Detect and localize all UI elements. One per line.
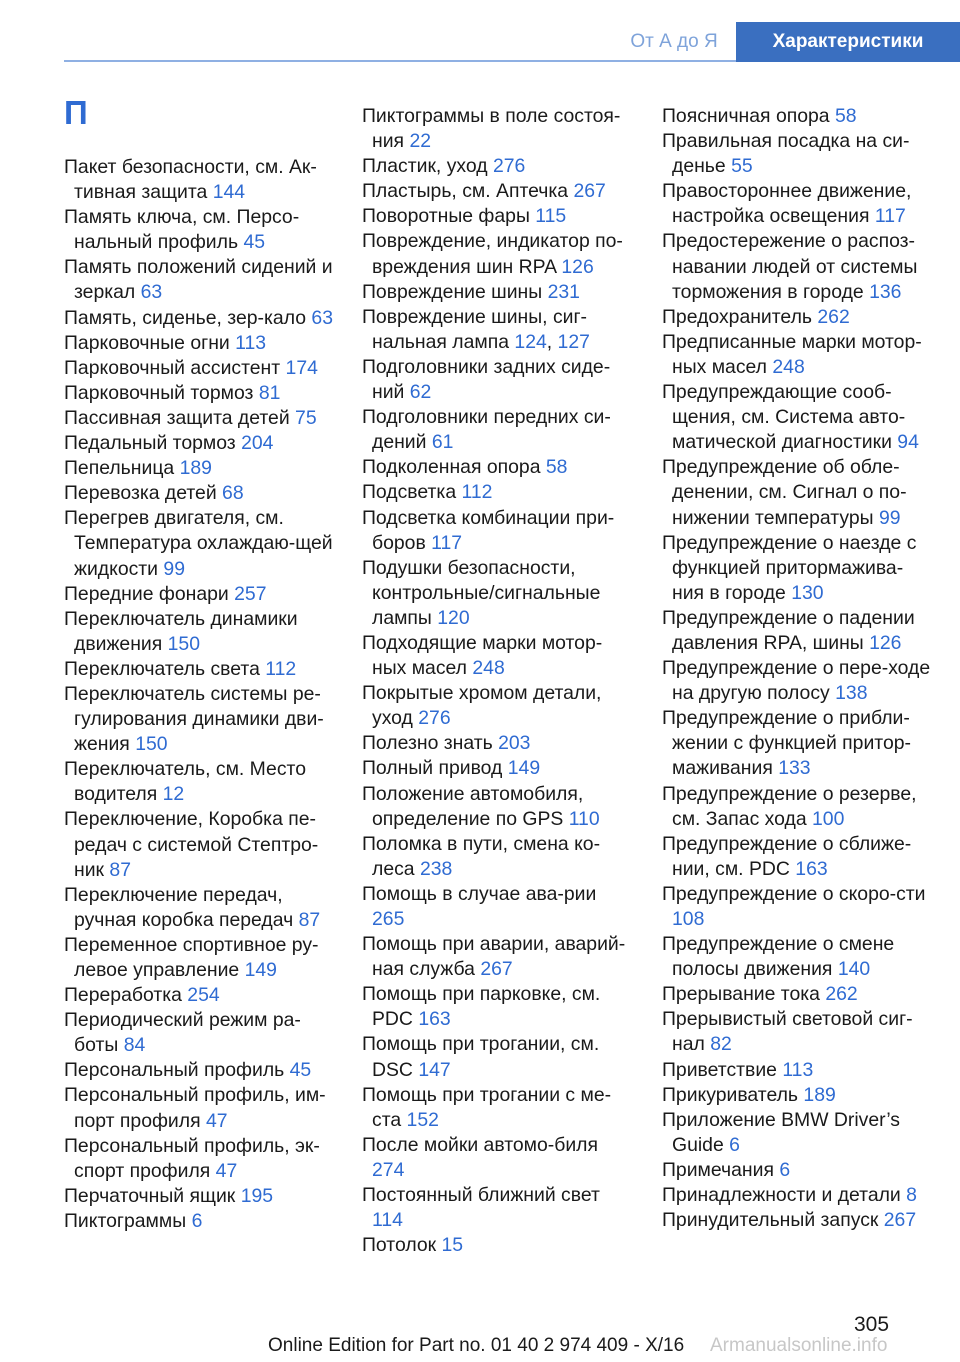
page-reference-link[interactable]: 163	[418, 1008, 451, 1031]
index-entry-term: Предупреждение о падении давления RPA, шины	[662, 606, 915, 654]
page-reference-link[interactable]: 276	[418, 707, 451, 730]
index-entry-term: Педальный тормоз	[64, 432, 236, 455]
index-entry-term: Предупреждение о прибли-жении с функцией притор-маживания	[662, 707, 911, 780]
page-reference-link[interactable]: 99	[163, 557, 185, 580]
index-entry-term: Память положений сидений и зеркал	[64, 256, 333, 304]
index-entry	[662, 1158, 932, 1183]
index-entry	[64, 1058, 334, 1083]
page-reference-link[interactable]: 15	[441, 1234, 464, 1257]
page-reference-link[interactable]: 6	[779, 1158, 791, 1181]
page-reference-link[interactable]: 124	[514, 330, 547, 353]
index-entry-term: Поясничная опора	[662, 105, 830, 127]
index-entry-term: Переработка	[64, 984, 182, 1007]
index-entry-term: Память, сиденье, зер-кало	[64, 306, 307, 329]
index-entry-term: Помощь в случае ава-рии	[362, 882, 597, 905]
index-entry-term: Приветствие	[662, 1058, 777, 1081]
index-entry	[362, 1233, 632, 1258]
index-entry-term: Передние фонари	[64, 582, 229, 605]
index-entry-term: Предохранитель	[662, 305, 812, 328]
page-reference-link[interactable]: 144	[212, 181, 246, 204]
index-entry	[362, 1133, 632, 1183]
page-reference-link[interactable]: 94	[897, 431, 919, 454]
index-entry-term: Покрытые хромом детали, уход	[362, 682, 602, 730]
page-reference-link[interactable]: 189	[179, 457, 212, 480]
page-reference-link[interactable]: 262	[817, 305, 850, 328]
index-entry	[64, 1184, 334, 1209]
page-reference-link[interactable]: 254	[187, 984, 220, 1007]
index-entry-term: Приложение BMW Driver’s Guide	[662, 1108, 900, 1156]
index-entry	[362, 179, 632, 204]
index-entry	[662, 656, 932, 706]
tab-specifications[interactable]: Характеристики	[736, 22, 960, 62]
index-entry-term: Предписанные марки мотор-ных масел	[662, 330, 922, 378]
index-entry-term: Подголовники задних сиде-ний	[362, 355, 611, 404]
page-reference-link[interactable]: 62	[409, 381, 432, 404]
page-reference-link[interactable]: 203	[498, 732, 531, 755]
index-entry	[662, 706, 932, 781]
index-entry	[64, 1209, 334, 1234]
index-entry	[362, 782, 632, 832]
index-entry	[362, 355, 632, 405]
page-reference-link[interactable]: 189	[803, 1083, 836, 1106]
page-reference-link[interactable]: 136	[869, 280, 902, 303]
index-entry	[662, 229, 932, 304]
index-entry	[662, 455, 932, 530]
page-reference-link[interactable]: 238	[419, 857, 453, 880]
index-entry	[64, 757, 334, 807]
index-entry	[362, 731, 632, 756]
index-column-3	[662, 104, 932, 1233]
index-entry	[362, 756, 632, 781]
page-reference-link[interactable]: 152	[406, 1108, 439, 1131]
index-entry-term: Перегрев двигателя, см. Температура охлаждаю-щей жидкости	[64, 507, 333, 580]
page-reference-link[interactable]: 6	[191, 1209, 203, 1232]
page-reference-link[interactable]: 82	[710, 1033, 732, 1056]
index-entry	[662, 932, 932, 982]
page-reference-link[interactable]: 47	[215, 1159, 238, 1182]
index-entry	[64, 682, 334, 757]
index-entry-term: Правостороннее движение, настройка освещения	[662, 180, 912, 228]
page-reference-link[interactable]: 87	[298, 908, 321, 931]
page-reference-link[interactable]: 100	[812, 807, 845, 830]
index-entry-term: Прерывистый световой сиг-нал	[662, 1008, 913, 1056]
index-column-2	[362, 104, 632, 1258]
index-entry	[64, 356, 334, 381]
index-entry-term: Постоянный ближний свет	[362, 1184, 600, 1207]
index-entry	[362, 104, 632, 154]
index-entry-term: Переключение передач, ручная коробка передач	[64, 883, 294, 931]
page-reference-link[interactable]: 130	[791, 581, 824, 604]
index-entry-term: Поворотные фары	[362, 205, 530, 228]
index-entry	[662, 129, 932, 179]
index-entry: Повреждение шины, сиг-нальная лампа 124, 127	[362, 305, 590, 353]
index-entry-term: Помощь при парковке, см. PDC	[362, 983, 601, 1031]
index-entry-term: Персональный профиль	[64, 1059, 285, 1082]
page-reference-link[interactable]: 265	[372, 908, 405, 930]
index-entry	[64, 481, 334, 506]
page-reference-link[interactable]: 231	[547, 280, 580, 303]
index-entry	[64, 406, 334, 431]
page-reference-link[interactable]: 267	[573, 180, 606, 203]
index-entry	[362, 154, 632, 179]
index-entry	[362, 932, 632, 982]
page-reference-link[interactable]: 120	[437, 606, 470, 629]
index-column-1	[64, 155, 334, 1234]
index-entry-term: Переключатель света	[64, 657, 260, 680]
page-reference-link[interactable]: 112	[461, 481, 493, 504]
index-entry-term: Переключатель динамики движения	[64, 607, 298, 655]
page-reference-link[interactable]: 204	[241, 432, 274, 455]
index-entry-term: Правильная посадка на си-денье	[662, 130, 910, 178]
index-entry-term: Пластырь, см. Аптечка	[362, 180, 569, 203]
page-header	[0, 0, 960, 62]
page-reference-link[interactable]: 276	[492, 155, 526, 178]
index-entry-term: После мойки автомо-биля	[362, 1133, 598, 1156]
index-entry	[662, 1083, 932, 1108]
page-reference-link[interactable]: 113	[235, 331, 267, 354]
page-reference-link[interactable]: 112	[265, 657, 297, 680]
index-entry	[662, 1007, 932, 1057]
index-entry-term: Предупреждение о наезде с функцией притормажива-ния в городе	[662, 531, 917, 604]
index-entry	[64, 1134, 334, 1184]
index-entry-term: Периодический режим ра-боты	[64, 1009, 301, 1057]
index-entry-term: Подколенная опора	[362, 456, 541, 479]
index-entry	[362, 229, 632, 279]
page-reference-link[interactable]: 126	[869, 631, 902, 654]
index-entry	[64, 582, 334, 607]
index-entry-term: Предупреждение о скоро-сти	[662, 882, 926, 905]
page-reference-link[interactable]: 117	[431, 531, 463, 554]
index-entry-term: Принадлежности и детали	[662, 1184, 901, 1207]
page-reference-link[interactable]: 257	[234, 582, 267, 605]
index-entry	[662, 305, 932, 330]
index-entry-term: Предупреждение об обле-денении, см. Сигнал о по-нижении температуры	[662, 456, 907, 529]
index-entry	[662, 104, 932, 129]
index-entry	[362, 1032, 632, 1082]
page-reference-link[interactable]: 68	[222, 482, 244, 505]
index-entry-term: Помощь при аварии, аварий-ная служба	[362, 933, 626, 981]
index-entry	[362, 506, 632, 556]
index-entry-term: Переключатель, см. Место водителя	[64, 758, 306, 806]
index-entry-term: Перчаточный ящик	[64, 1184, 236, 1207]
index-entry	[662, 1208, 932, 1233]
page-reference-link[interactable]: 55	[731, 155, 753, 178]
page-reference-link[interactable]: 45	[289, 1059, 312, 1082]
index-entry	[362, 405, 632, 455]
index-entry-term: Помощь при трогании, см. DSC	[362, 1033, 600, 1081]
index-entry	[362, 204, 632, 229]
index-entry	[64, 306, 334, 331]
index-entry	[662, 882, 932, 932]
index-entry	[64, 456, 334, 481]
page-reference-link[interactable]: 163	[795, 857, 828, 880]
index-entry	[362, 882, 632, 932]
page-reference-link[interactable]: 267	[480, 958, 513, 981]
index-entry-term: Потолок	[362, 1234, 437, 1257]
index-entry-term: Пакет безопасности, см. Ак-тивная защита	[64, 156, 317, 204]
index-entry-term: Парковочный ассистент	[64, 356, 281, 379]
index-entry	[64, 381, 334, 406]
page-reference-link[interactable]: 45	[243, 231, 266, 254]
page-reference-link[interactable]: 248	[772, 355, 805, 378]
watermark: Armanualsonline.info	[710, 1335, 888, 1356]
index-entry-term: Прерывание тока	[662, 983, 820, 1006]
index-entry-term: Подходящие марки мотор-ных масел	[362, 631, 603, 680]
index-entry	[362, 455, 632, 480]
page-reference-link[interactable]: 140	[837, 958, 871, 981]
page-number: 305	[854, 1313, 890, 1336]
index-entry-term: Пассивная защита детей	[64, 406, 290, 429]
index-entry	[662, 606, 932, 656]
index-entry-term: Предупреждение о сближе-нии, см. PDC	[662, 832, 912, 880]
index-entry-term: Пепельница	[64, 457, 175, 480]
index-entry-term: Парковочные огни	[64, 331, 230, 354]
page-reference-link[interactable]: 113	[782, 1058, 814, 1081]
index-entry	[662, 330, 932, 380]
page-reference-link[interactable]: 149	[507, 757, 541, 780]
index-entry-term: Предостережение о распоз-навании людей от системы торможения в городе	[662, 230, 918, 303]
page-reference-link[interactable]: 126	[561, 255, 594, 278]
index-entry	[64, 807, 334, 882]
index-entry	[64, 155, 334, 205]
index-entry-term: Память ключа, см. Персо-нальный профиль	[64, 206, 300, 254]
page-reference-link[interactable]: 150	[135, 733, 168, 756]
index-entry	[362, 631, 632, 681]
index-entry-term: Принудительный запуск	[662, 1209, 879, 1232]
index-entry-term: Пиктограммы в поле состоя-ния	[362, 105, 621, 153]
index-entry	[64, 657, 334, 682]
index-entry-term: Полезно знать	[362, 732, 493, 755]
page-reference-link[interactable]: 195	[240, 1184, 274, 1207]
index-entry-term: Предупреждение о резерве, см. Запас хода	[662, 782, 917, 830]
page-reference-link[interactable]: 138	[835, 682, 868, 705]
page-reference-link[interactable]: 127	[557, 330, 590, 353]
index-entry	[662, 832, 932, 882]
index-entry	[64, 933, 334, 983]
index-entry-term: Подушки безопасности, контрольные/сигнальные лампы	[362, 556, 601, 629]
page-reference-link[interactable]: 47	[205, 1109, 228, 1132]
index-entry-term: Пластик, уход	[362, 155, 488, 178]
page-reference-link[interactable]: 117	[874, 205, 906, 228]
page-reference-link[interactable]: 262	[825, 983, 858, 1006]
index-entry-term: Персональный профиль, им-порт профиля	[64, 1084, 326, 1132]
index-entry	[64, 331, 334, 356]
index-entry	[64, 205, 334, 255]
index-entry-term: Подсветка комбинации при-боров	[362, 506, 615, 554]
index-entry	[662, 782, 932, 832]
index-entry-term: Поломка в пути, смена ко-леса	[362, 832, 601, 880]
page-reference-link[interactable]: 75	[295, 406, 317, 429]
page-reference-link[interactable]: 84	[123, 1034, 146, 1057]
page-reference-link[interactable]: 174	[285, 356, 318, 379]
index-entry	[662, 1183, 932, 1208]
index-entry	[64, 983, 334, 1008]
index-entry	[362, 480, 632, 505]
index-entry-term: Повреждение, индикатор по-вреждения шин RPA	[362, 230, 623, 278]
page-reference-link[interactable]: 133	[778, 757, 811, 780]
page-reference-link[interactable]: 115	[535, 205, 567, 228]
page-reference-link[interactable]: 8	[906, 1184, 917, 1207]
index-entry-term: Переключатель системы ре-гулирования динамики дви-жения	[64, 682, 324, 756]
index-entry	[362, 1083, 632, 1133]
index-entry	[662, 1108, 932, 1158]
index-entry	[64, 1008, 334, 1058]
page-reference-link[interactable]: 58	[545, 456, 568, 479]
page-reference-link[interactable]: 22	[409, 130, 432, 153]
page-reference-link[interactable]: 63	[311, 306, 333, 329]
index-entry-term: Персональный профиль, эк-спорт профиля	[64, 1134, 320, 1182]
index-entry	[362, 280, 632, 305]
index-entry	[662, 179, 932, 229]
index-entry-term: Перевозка детей	[64, 482, 217, 505]
index-entry-term: Повреждение шины	[362, 280, 543, 303]
page-reference-link[interactable]: 149	[244, 959, 277, 981]
footer-edition-text: Online Edition for Part no. 01 40 2 974 409 - X/16	[268, 1335, 685, 1356]
index-entry	[662, 982, 932, 1007]
index-entry-term: Переключение, Коробка пе-редач с системой Стептро-ник	[64, 808, 319, 881]
index-entry-term: Предупреждение о смене полосы движения	[662, 933, 895, 981]
index-entry	[64, 1083, 334, 1133]
index-entry	[662, 531, 932, 606]
index-entry-term: Примечания	[662, 1158, 774, 1181]
page-reference-link[interactable]: 108	[672, 908, 705, 930]
page-reference-link[interactable]: 6	[729, 1133, 740, 1156]
index-entry-term: Помощь при трогании с ме-ста	[362, 1083, 612, 1131]
index-entry-term: Пиктограммы	[64, 1209, 187, 1232]
page-reference-link[interactable]: 147	[418, 1058, 451, 1081]
index-entry	[662, 380, 932, 455]
section-letter: П	[64, 94, 88, 131]
page-reference-link[interactable]: 61	[431, 431, 454, 454]
page-reference-link[interactable]: 150	[167, 632, 200, 655]
index-entry-term: Подголовники передних си-дений	[362, 406, 611, 454]
page-reference-link[interactable]: 12	[162, 783, 185, 806]
index-entry-term: Предупреждающие сооб-щения, см. Система авто-матической диагностики	[662, 381, 906, 454]
page-reference-link[interactable]: 87	[109, 858, 131, 881]
index-entry-term: Полный привод	[362, 757, 503, 780]
index-entry	[362, 982, 632, 1032]
index-entry-term: Прикуриватель	[662, 1083, 799, 1106]
page-reference-link[interactable]: 58	[834, 105, 857, 127]
index-entry	[64, 506, 334, 581]
index-entry	[362, 1183, 632, 1233]
page-reference-link[interactable]: 267	[883, 1209, 917, 1232]
index-entry-term: Переменное спортивное ру-левое управление	[64, 933, 319, 981]
page-reference-link[interactable]: 99	[878, 506, 901, 529]
index-entry	[362, 556, 632, 631]
index-entry	[64, 255, 334, 305]
page-reference-link[interactable]: 274	[372, 1158, 405, 1181]
index-entry-term: Предупреждение о пере-ходе на другую полосу	[662, 657, 931, 705]
page-reference-link[interactable]: 110	[568, 807, 600, 830]
index-entry	[362, 681, 632, 731]
index-entry	[64, 883, 334, 933]
page-reference-link[interactable]: 248	[472, 657, 505, 680]
index-entry-term: Повреждение шины, сиг-нальная лампа	[362, 305, 588, 353]
index-entry	[64, 607, 334, 657]
page-reference-link[interactable]: 114	[372, 1209, 403, 1232]
page-reference-link[interactable]: 81	[258, 381, 281, 404]
index-entry	[662, 1058, 932, 1083]
tab-a-to-z[interactable]: От А до Я	[630, 31, 718, 52]
index-entry	[64, 431, 334, 456]
index-entry-term: Подсветка	[362, 481, 457, 504]
index-entry-term: Парковочный тормоз	[64, 381, 254, 404]
index-entry	[362, 832, 632, 882]
index-entry-term: Положение автомобиля, определение по GPS	[362, 782, 584, 830]
page-reference-link[interactable]: 63	[140, 281, 163, 304]
